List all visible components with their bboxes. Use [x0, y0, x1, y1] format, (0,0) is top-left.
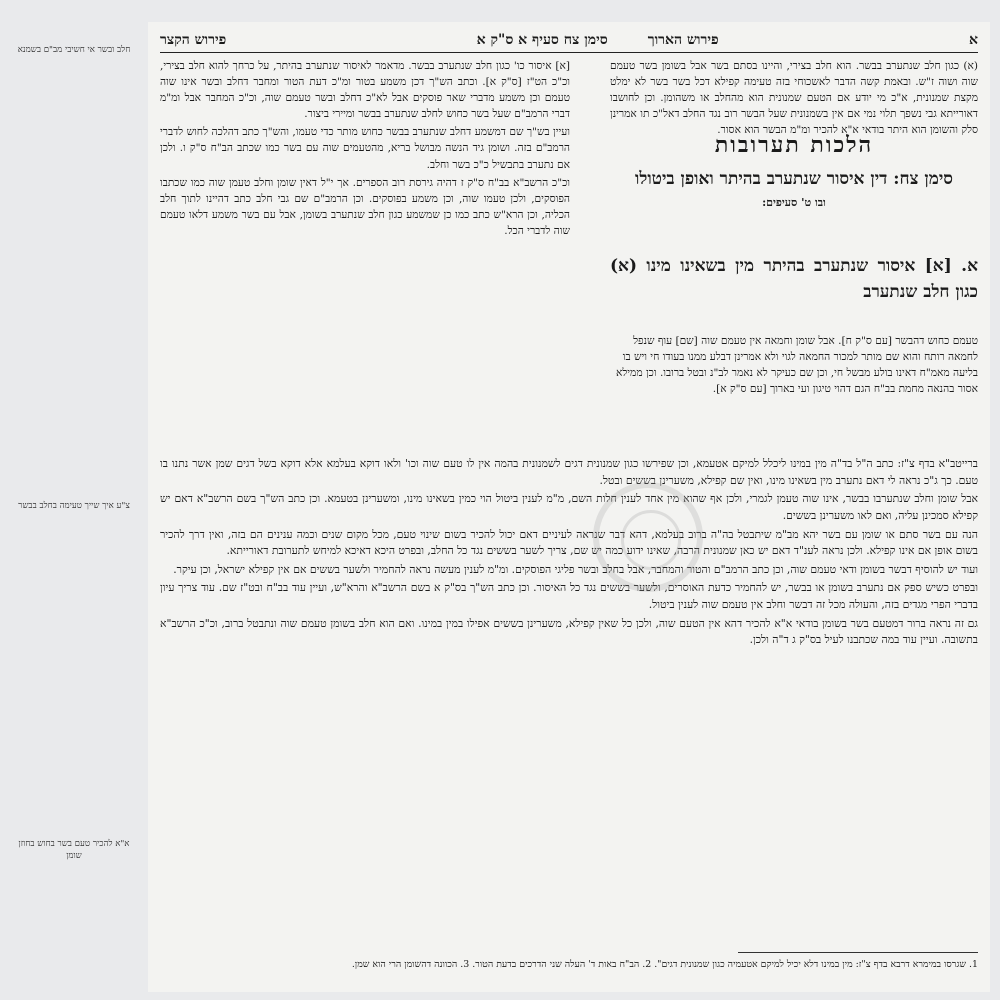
siman-title: סימן צח: דין איסור שנתערב בהיתר ואופן ביטולו [635, 169, 953, 189]
watermark-seal [593, 482, 703, 592]
left-paragraph: וכ"כ הרשב"א בב"ח ס"ק ז דהיה גירסת רוב הספרים. אך י"ל דאין שומן וחלב טעמן שוה כמו שכתבו הפוסקים, ולכן טעמו שוה, וכן משמע בפוסקים. וכן הרמב"ם שם גבי חלב כתב דהיינו לתוך חלב הכליה, וכן הרא"ש כתב כמו כן שמשמע כגון חלב שנתערב בשומן, אבל עם בשר משמע דלאו טעמם שוה לדברי הכל. [160, 176, 570, 237]
wide-paragraph: אבל שומן וחלב שנתערבו בבשר, אינו שוה טעמן לגמרי, ולכן אף שהוא מין אחד לענין חלות השם, מ"מ לענין ביטול הוי כמין בשאינו מינו, ומשערינן בטעמא. וכן כתב הש"ך בשם הרשב"א דאם יש קפילא סמכינן עליה, ואם לאו משערינן בששים. [160, 492, 978, 522]
siman-location: סימן צח סעיף א ס"ק א [476, 31, 608, 48]
page-header [160, 28, 978, 53]
wide-paragraph: הנה עם בשר סתם או שומן עם בשר יהא מב"מ שיתבטל בה"ה ברוב בעלמא, דהא דבר שנראה לעיניים דאם יכול להכיר בשום שינוי טעם, מכל מקום שנים וכמה ענינים הם בזה, ואין דרך להכיר בשום אופן אם אינו קפילא. ולכן נראה לענ"ד דאם יש כאן שמנונית הרבה, שאינו ידוע כמה יש שם, צריך לשער בששים נגד כל החלב, ובפרט היכא דאיכא למיחש לתערובת דאורייתא. [160, 527, 978, 558]
wide-paragraph: ברייטב"א בדף צ"ז: כתב ה"ל בד"ה מין במינו ליכלל למיקם אטעמא, וכן שפירשו כגון שמנונית דגים לשמנונית בהמה אין לו טעם שוה וכו' ולאו דוקא בעלמא אלא דוקא בשל דגים שמן אשר נתנו בו טעם. כך ג"כ נראה לי דאם נתערב מין בשאינו מינו, ואין שם קפילא, משערינן בששים ובטל. [160, 457, 978, 487]
contents-count: ובו ט' סעיפים: [762, 195, 826, 209]
left-paragraph: ועיין בש"ך שם דמשמע דחלב שנתערב בבשר כחוש מותר כדי טעמו, והש"ך כתב דהלכה לחוש לדברי הרמב"ם בזה. ושומן גיד הנשה מבושל בריא, מהטעמים שוה עם בשר כמו שכתב הב"ח ס"ק ו. ולכן אם נתערב בתבשיל כ"כ בשר וחלב. [160, 126, 570, 171]
footnote-line: 1. שגרסו במימרא דרבא בדף צ"ז: מין במינו דלא יכיל למיקם אטעמיה כגון שמנונית דגים". 2. הב"ח באות ד' העלה שני הדרכים בדעת הטור. 3. הכוונה דהשומן הרי הוא שמן. [351, 959, 978, 970]
title-block [610, 132, 978, 209]
margin-note-3: א"א להכיר טעם בשר בחוש בחוזן שומן [18, 839, 130, 862]
commentary-name-short: פירוש הקצר [160, 31, 227, 48]
commentary-name-long: פירוש הארוך [647, 31, 719, 48]
right-paragraph: (א) כגון חלב שנתערב בבשר. הוא חלב בצירי, והיינו בסתם בשר אבל בשומן בשר טעמם שוה ושוה ז"ש. ובאמת קשה הדבר לאשכוחי בזה טעימה קפילא דכל בשר בשר לא ימלט מקצת שמנונית, א"כ מי יודע אם הטעם שמנונית הוא מהחלב או משהומן. וכן לחושבו דאורייתא גבי נשפך תלוי נמי אם אין בשמנונית שעל הבשר רוב נגד החלב דאל"כ תו אמרינן סלק והשומן הוא היתר בודאי א"א להכיר ומ"מ הבשר הוא אסור. [610, 60, 978, 137]
page-letter: א [969, 31, 978, 48]
right-lower-paragraph: טעמם כחוש דהבשר [עם ס"ק ח]. אבל שומן וחמאה אין טעמם שוה [שם] עוף שנפל לחמאה רותח והוא שם מותר למכור החמאה לגוי ולא אמרינן דבלע ממנו בעודו חי ויש בו בליעה מאמ"ח דאינו בולע מבשל חי, וכן שם כעיקר לא נאמר לב"נ ובטל ברובו. וכן ממילא אסור בהנאה מחמת בב"ח הגם דהוי טיגון ועי בארוך [עם ס"ק א]. [615, 334, 978, 395]
left-paragraph: [א] איסור כו' כגון חלב שנתערב בבשר. מדאמר לאיסור שנתערב בהיתר, על כרחך להוא חלב בצירי, וכ"כ הט"ז [ס"ק א]. וכתב הש"ך דכן משמע בטור ומ"כ דעת הטור ומחבר דחלב ובשר אינו שוה טעמם וכן משמע מדברי שאר פוסקים אבל לא"כ דחלב ובשר טעמם שוה, וכ"כ המחבר אבל ומ"מ דברי הרמב"ם שעל בשר כחוש לחלב שנתערב בבשר ומיירי ביצור. [160, 60, 570, 121]
halachot-title: הלכות תערובות [714, 132, 874, 158]
wide-paragraph: גם זה נראה ברור דמטעם בשר בשומן בודאי א"א להכיר דהא אין הטעם שוה, ולכן כל שאין קפילא, משערינן בששים אפילו במין במינו. ואם הוא חלב בשומן טעמם שוה ונתבטל ברוב, וכ"כ הרשב"א בתשובה. ועיין עוד במה שכתבנו לעיל בס"ק ג ד"ה ולכן. [160, 616, 978, 647]
wide-paragraph: ובפרט כשיש ספק אם נתערב בשומן או בבשר, יש להחמיר כדעת האוסרים, ולשער בששים נגד כל האיסור. וכן כתב הש"ך בס"ק א בשם הרשב"א והרא"ש, ועיין עוד בב"ח ובט"ז שם. עוד צריך עיון בדברי הפרי מגדים בזה, והעולה מכל זה דבשר וחלב אין טעמם שוה לענין ביטול. [160, 581, 978, 611]
right-column-lower [610, 322, 978, 408]
wide-text [160, 456, 978, 651]
footnote-divider [738, 952, 978, 953]
margin-note-2: צ"ע איך שייך טעימה בחלב בבשר [18, 501, 130, 511]
left-column [160, 58, 570, 453]
margin-note-1: חלב ובשר אי חשיבי מב"ם בשמנא [17, 45, 131, 55]
footnotes [160, 958, 978, 972]
book-page [148, 22, 990, 992]
seif-text: א. [א] איסור שנתערב בהיתר מין בשאינו מינו (א) כגון חלב שנתערב [610, 256, 978, 302]
wide-paragraph: ועוד יש להוסיף דבשר בשומן ודאי טעמם שוה, וכן כתב הרמב"ם והטור והמחבר, אבל בחלב ובשר פליגי הפוסקים. ומ"מ לענין מעשה נראה להחמיר ולשער בששים אם אין קפילא ישראל, וכן עיקר. [173, 562, 978, 576]
